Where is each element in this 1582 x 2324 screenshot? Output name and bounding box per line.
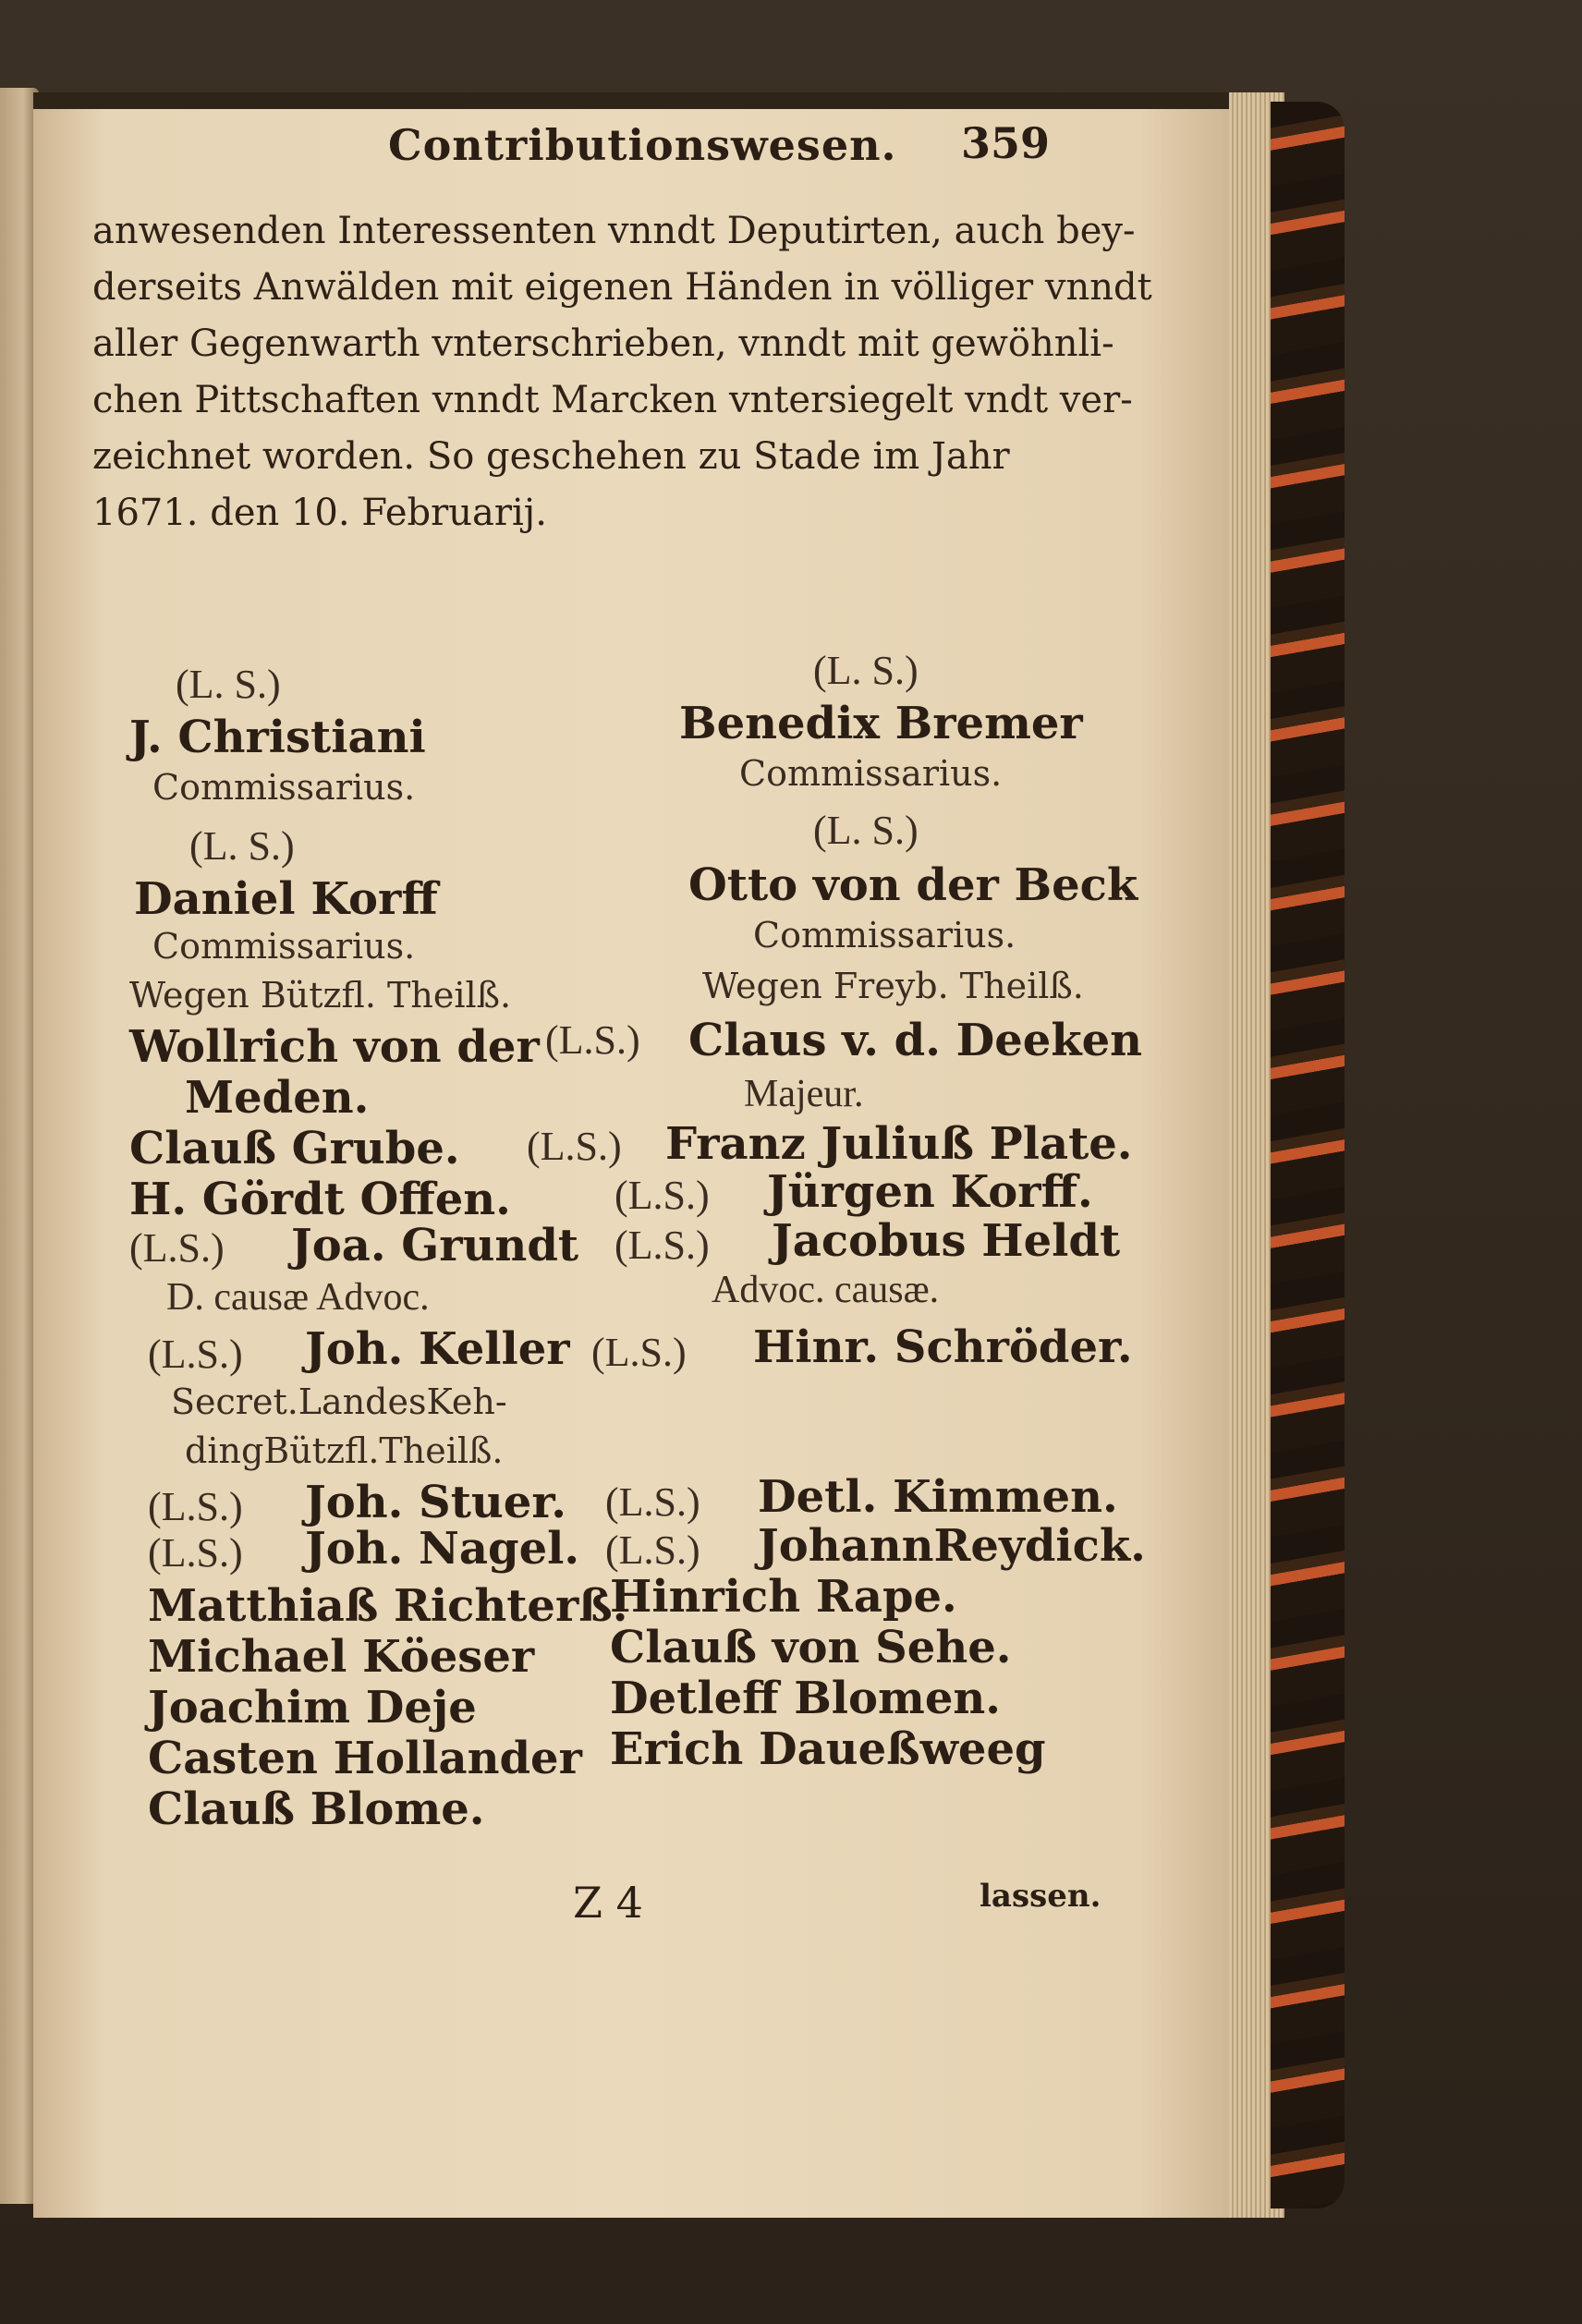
signatory-title: Majeur. xyxy=(744,1073,864,1115)
signatory-name: Michael Köeser xyxy=(148,1631,535,1683)
signatory-title: Secret.LandesKeh‑ xyxy=(171,1381,507,1422)
signatory-title: Commissarius. xyxy=(753,915,1016,955)
signatory-name: Joh. Stuer. xyxy=(305,1477,566,1528)
signatory-title: Commissarius. xyxy=(152,926,416,967)
signatory-name: Matthiaß Richterß. xyxy=(148,1580,628,1632)
seal-mark: (L. S.) xyxy=(176,662,281,707)
body-line: aller Gegenwarth vnterschrieben, vnndt mit gewöhnli‑ xyxy=(92,322,1114,365)
signatory-name: J. Christiani xyxy=(129,712,426,763)
signatory-name: H. Gördt Offen. xyxy=(129,1174,511,1225)
seal-mark: (L. S.) xyxy=(189,823,295,869)
signatory-name: Wollrich von der xyxy=(129,1021,540,1073)
signatory-title: Advoc. causæ. xyxy=(712,1269,940,1311)
signatory-name: Erich Daueßweeg xyxy=(610,1723,1046,1775)
signatory-name: Hinrich Rape. xyxy=(610,1571,957,1623)
seal-mark: (L. S.) xyxy=(813,648,919,693)
signatory-name: Detl. Kimmen. xyxy=(758,1471,1118,1523)
signatory-name: Jürgen Korff. xyxy=(767,1166,1093,1218)
page-number: 359 xyxy=(961,118,1051,168)
seal-mark: (L.S.) xyxy=(148,1530,243,1576)
seal-mark: (L.S.) xyxy=(591,1330,687,1375)
signatory-name: Clauß von Sehe. xyxy=(610,1622,1012,1673)
signatory-name: Claus v. d. Deeken xyxy=(688,1015,1143,1066)
signatory-name: Detleff Blomen. xyxy=(610,1673,1001,1724)
signatory-name: Clauß Blome. xyxy=(148,1783,485,1835)
body-paragraph xyxy=(92,203,1152,541)
sheet-signature: Z 4 xyxy=(573,1878,643,1928)
body-line: derseits Anwälden mit eigenen Händen in völliger vnndt xyxy=(92,266,1152,309)
estate-heading: Wegen Freyb. Theilß. xyxy=(702,966,1084,1006)
seal-mark: (L.S.) xyxy=(527,1124,622,1169)
signatory-name: Joa. Grundt xyxy=(291,1220,579,1272)
signatory-name: Jacobus Heldt xyxy=(772,1215,1121,1267)
body-line: chen Pittschaften vnndt Marcken vntersiegelt vndt ver‑ xyxy=(92,379,1133,421)
signatory-title: dingBützfl.Theilß. xyxy=(185,1430,504,1471)
signatory-name: JohannReydick. xyxy=(758,1520,1146,1572)
signatory-name: Joh. Keller xyxy=(305,1323,570,1375)
seal-mark: (L.S.) xyxy=(605,1527,700,1573)
signatory-name: Joachim Deje xyxy=(148,1682,477,1734)
body-line: 1671. den 10. Februarij. xyxy=(92,492,547,534)
signatory-name: Clauß Grube. xyxy=(129,1123,460,1174)
signatory-name: Franz Juliuß Plate. xyxy=(665,1118,1133,1170)
signatory-name: Hinr. Schröder. xyxy=(753,1321,1133,1373)
body-line: anwesenden Interessenten vnndt Deputirten, auch bey‑ xyxy=(92,210,1136,252)
seal-mark: (L.S.) xyxy=(615,1223,710,1268)
signatory-name: Meden. xyxy=(185,1072,370,1124)
seal-mark: (L.S.) xyxy=(605,1479,700,1525)
signatory-name: Daniel Korff xyxy=(134,873,438,925)
estate-heading: Wegen Bützfl. Theilß. xyxy=(129,975,512,1016)
signatory-title: Commissarius. xyxy=(152,767,416,808)
body-line: zeichnet worden. So geschehen zu Stade im Jahr xyxy=(92,435,1010,478)
seal-mark: (L.S.) xyxy=(129,1225,225,1271)
seal-mark: (L.S.) xyxy=(148,1332,243,1377)
running-head: Contributionswesen. xyxy=(388,120,897,170)
seal-mark: (L. S.) xyxy=(813,808,919,853)
signatory-title: D. causæ Advoc. xyxy=(166,1276,430,1319)
signatory-name: Benedix Bremer xyxy=(679,698,1083,749)
marbled-cover xyxy=(1271,102,1345,2208)
signatory-name: Otto von der Beck xyxy=(688,859,1138,911)
seal-mark: (L.S.) xyxy=(148,1484,243,1529)
signatory-name: Joh. Nagel. xyxy=(305,1523,580,1575)
seal-mark: (L.S.) xyxy=(545,1017,640,1063)
signatory-name: Casten Hollander xyxy=(148,1733,582,1784)
catchword: lassen. xyxy=(980,1878,1101,1915)
signatory-title: Commissarius. xyxy=(739,753,1003,794)
seal-mark: (L.S.) xyxy=(615,1173,710,1218)
